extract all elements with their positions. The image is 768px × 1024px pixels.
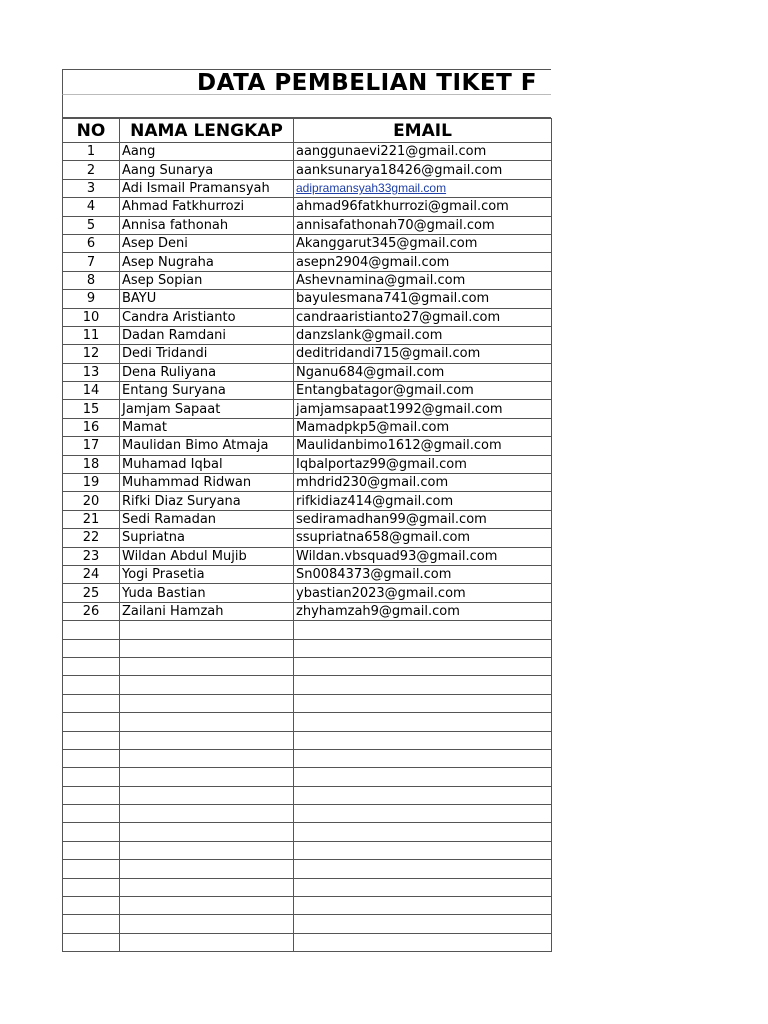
full-name-cell[interactable]: Asep Nugraha [120, 253, 294, 271]
empty-row [63, 676, 552, 694]
full-name-cell[interactable]: Aang [120, 143, 294, 161]
table-row [63, 198, 552, 216]
header-row [63, 119, 552, 143]
table-row [63, 308, 552, 326]
empty-cell[interactable] [63, 897, 120, 915]
empty-cell[interactable] [120, 878, 294, 896]
empty-row [63, 731, 552, 749]
row-number[interactable]: 2 [63, 161, 120, 179]
row-number[interactable]: 23 [63, 547, 120, 565]
empty-row [63, 933, 552, 951]
full-name-cell[interactable]: Asep Sopian [120, 271, 294, 289]
empty-cell[interactable] [63, 860, 120, 878]
table-row [63, 326, 552, 344]
empty-cell[interactable] [120, 639, 294, 657]
table-row [63, 492, 552, 510]
full-name-cell[interactable]: Aang Sunarya [120, 161, 294, 179]
email-cell[interactable]: candraaristianto27@gmail.com [294, 308, 552, 326]
full-name-cell[interactable]: BAYU [120, 290, 294, 308]
full-name-cell[interactable]: Annisa fathonah [120, 216, 294, 234]
email-cell[interactable]: Nganu684@gmail.com [294, 363, 552, 381]
email-cell[interactable]: sediramadhan99@gmail.com [294, 510, 552, 528]
title-row [62, 69, 551, 95]
row-number[interactable]: 17 [63, 437, 120, 455]
empty-cell[interactable] [294, 933, 552, 951]
row-number[interactable]: 4 [63, 198, 120, 216]
row-number[interactable]: 13 [63, 363, 120, 381]
empty-row [63, 915, 552, 933]
empty-cell[interactable] [120, 731, 294, 749]
empty-cell[interactable] [63, 639, 120, 657]
empty-row [63, 805, 552, 823]
full-name-cell[interactable]: Muhammad Ridwan [120, 474, 294, 492]
full-name-cell[interactable]: Ahmad Fatkhurrozi [120, 198, 294, 216]
email-cell[interactable]: mhdrid230@gmail.com [294, 474, 552, 492]
row-number[interactable]: 25 [63, 584, 120, 602]
table-row [63, 216, 552, 234]
full-name-cell[interactable]: Candra Aristianto [120, 308, 294, 326]
row-number[interactable]: 10 [63, 308, 120, 326]
empty-row [63, 897, 552, 915]
empty-cell[interactable] [294, 841, 552, 859]
empty-cell[interactable] [120, 841, 294, 859]
empty-cell[interactable] [120, 768, 294, 786]
sheet-title: DATA PEMBELIAN TIKET F [197, 70, 537, 95]
table-row [63, 161, 552, 179]
empty-cell[interactable] [63, 713, 120, 731]
row-number[interactable]: 11 [63, 326, 120, 344]
empty-cell[interactable] [294, 694, 552, 712]
empty-cell[interactable] [120, 676, 294, 694]
empty-cell[interactable] [120, 915, 294, 933]
empty-cell[interactable] [294, 805, 552, 823]
table-row [63, 253, 552, 271]
email-cell[interactable]: ahmad96fatkhurrozi@gmail.com [294, 198, 552, 216]
row-number[interactable]: 15 [63, 400, 120, 418]
full-name-cell[interactable]: Entang Suryana [120, 382, 294, 400]
empty-cell[interactable] [294, 860, 552, 878]
email-cell[interactable]: Entangbatagor@gmail.com [294, 382, 552, 400]
row-number[interactable]: 9 [63, 290, 120, 308]
row-number[interactable]: 24 [63, 565, 120, 583]
full-name-cell[interactable]: Dena Ruliyana [120, 363, 294, 381]
table-row [63, 179, 552, 197]
email-cell[interactable]: annisafathonah70@gmail.com [294, 216, 552, 234]
row-number[interactable]: 16 [63, 418, 120, 436]
empty-cell[interactable] [63, 841, 120, 859]
empty-cell[interactable] [294, 713, 552, 731]
row-number[interactable]: 8 [63, 271, 120, 289]
table-row [63, 271, 552, 289]
header-name: NAMA LENGKAP [120, 119, 294, 143]
empty-cell[interactable] [120, 694, 294, 712]
full-name-cell[interactable]: Wildan Abdul Mujib [120, 547, 294, 565]
empty-row [63, 768, 552, 786]
email-cell[interactable]: Maulidanbimo1612@gmail.com [294, 437, 552, 455]
empty-cell[interactable] [120, 897, 294, 915]
empty-cell[interactable] [63, 915, 120, 933]
email-cell[interactable]: Wildan.vbsquad93@gmail.com [294, 547, 552, 565]
empty-cell[interactable] [63, 805, 120, 823]
empty-row [63, 694, 552, 712]
empty-cell[interactable] [294, 897, 552, 915]
empty-cell[interactable] [63, 786, 120, 804]
table-row [63, 474, 552, 492]
empty-cell[interactable] [294, 823, 552, 841]
email-cell[interactable]: Ashevnamina@gmail.com [294, 271, 552, 289]
empty-cell[interactable] [120, 805, 294, 823]
table-row [63, 437, 552, 455]
full-name-cell[interactable]: Dedi Tridandi [120, 345, 294, 363]
header-email: EMAIL [294, 119, 552, 143]
table-row [63, 602, 552, 620]
email-cell[interactable]: deditridandi715@gmail.com [294, 345, 552, 363]
empty-cell[interactable] [294, 915, 552, 933]
empty-row [63, 841, 552, 859]
row-number[interactable]: 20 [63, 492, 120, 510]
empty-cell[interactable] [294, 878, 552, 896]
table-row [63, 510, 552, 528]
full-name-cell[interactable]: Yogi Prasetia [120, 565, 294, 583]
row-number[interactable]: 14 [63, 382, 120, 400]
empty-cell[interactable] [120, 786, 294, 804]
empty-row [63, 860, 552, 878]
empty-cell[interactable] [120, 713, 294, 731]
table-body [63, 143, 552, 952]
empty-row [63, 639, 552, 657]
empty-cell[interactable] [63, 768, 120, 786]
table-row [63, 345, 552, 363]
table-row [63, 290, 552, 308]
empty-cell[interactable] [63, 621, 120, 639]
row-number[interactable]: 6 [63, 234, 120, 252]
empty-row [63, 657, 552, 675]
table-row [63, 400, 552, 418]
empty-cell[interactable] [294, 786, 552, 804]
empty-cell[interactable] [120, 621, 294, 639]
table-row [63, 529, 552, 547]
email-cell[interactable]: danzslank@gmail.com [294, 326, 552, 344]
empty-row [63, 713, 552, 731]
row-number[interactable]: 1 [63, 143, 120, 161]
empty-cell[interactable] [63, 731, 120, 749]
empty-cell[interactable] [63, 823, 120, 841]
full-name-cell[interactable]: Zailani Hamzah [120, 602, 294, 620]
empty-cell[interactable] [63, 694, 120, 712]
email-cell[interactable]: zhyhamzah9@gmail.com [294, 602, 552, 620]
empty-row [63, 749, 552, 767]
blank-row [62, 95, 551, 118]
data-table [62, 118, 552, 952]
table-row [63, 234, 552, 252]
full-name-cell[interactable]: Sedi Ramadan [120, 510, 294, 528]
full-name-cell[interactable]: Yuda Bastian [120, 584, 294, 602]
table-row [63, 418, 552, 436]
email-cell[interactable]: aanksunarya18426@gmail.com [294, 161, 552, 179]
email-cell[interactable]: rifkidiaz414@gmail.com [294, 492, 552, 510]
empty-cell[interactable] [294, 621, 552, 639]
row-number[interactable]: 22 [63, 529, 120, 547]
empty-row [63, 621, 552, 639]
full-name-cell[interactable]: Jamjam Sapaat [120, 400, 294, 418]
email-cell[interactable]: aanggunaevi221@gmail.com [294, 143, 552, 161]
empty-cell[interactable] [294, 639, 552, 657]
empty-cell[interactable] [63, 878, 120, 896]
empty-cell[interactable] [63, 657, 120, 675]
empty-cell[interactable] [294, 731, 552, 749]
email-link-cell[interactable]: adipramansyah33gmail.com [294, 179, 552, 197]
full-name-cell[interactable]: Adi Ismail Pramansyah [120, 179, 294, 197]
table-row [63, 584, 552, 602]
empty-cell[interactable] [63, 749, 120, 767]
empty-cell[interactable] [120, 657, 294, 675]
email-cell[interactable]: Iqbalportaz99@gmail.com [294, 455, 552, 473]
full-name-cell[interactable]: Muhamad Iqbal [120, 455, 294, 473]
row-number[interactable]: 21 [63, 510, 120, 528]
row-number[interactable]: 18 [63, 455, 120, 473]
table-row [63, 143, 552, 161]
row-number[interactable]: 5 [63, 216, 120, 234]
full-name-cell[interactable]: Mamat [120, 418, 294, 436]
empty-cell[interactable] [294, 749, 552, 767]
empty-cell[interactable] [294, 676, 552, 694]
row-number[interactable]: 26 [63, 602, 120, 620]
email-cell[interactable]: ybastian2023@gmail.com [294, 584, 552, 602]
email-cell[interactable]: Sn0084373@gmail.com [294, 565, 552, 583]
header-no: NO [63, 119, 120, 143]
row-number[interactable]: 3 [63, 179, 120, 197]
email-cell[interactable]: jamjamsapaat1992@gmail.com [294, 400, 552, 418]
email-cell[interactable]: bayulesmana741@gmail.com [294, 290, 552, 308]
email-cell[interactable]: ssupriatna658@gmail.com [294, 529, 552, 547]
email-cell[interactable]: Akanggarut345@gmail.com [294, 234, 552, 252]
full-name-cell[interactable]: Maulidan Bimo Atmaja [120, 437, 294, 455]
empty-cell[interactable] [120, 749, 294, 767]
empty-cell[interactable] [63, 933, 120, 951]
empty-row [63, 786, 552, 804]
full-name-cell[interactable]: Supriatna [120, 529, 294, 547]
empty-cell[interactable] [294, 657, 552, 675]
table-row [63, 565, 552, 583]
spreadsheet [62, 69, 551, 952]
row-number[interactable]: 7 [63, 253, 120, 271]
table-row [63, 382, 552, 400]
email-cell[interactable]: asepn2904@gmail.com [294, 253, 552, 271]
table-row [63, 455, 552, 473]
email-cell[interactable]: Mamadpkp5@mail.com [294, 418, 552, 436]
empty-cell[interactable] [294, 768, 552, 786]
table-row [63, 547, 552, 565]
full-name-cell[interactable]: Rifki Diaz Suryana [120, 492, 294, 510]
full-name-cell[interactable]: Asep Deni [120, 234, 294, 252]
empty-row [63, 878, 552, 896]
empty-cell[interactable] [63, 676, 120, 694]
full-name-cell[interactable]: Dadan Ramdani [120, 326, 294, 344]
empty-cell[interactable] [120, 860, 294, 878]
row-number[interactable]: 19 [63, 474, 120, 492]
empty-cell[interactable] [120, 933, 294, 951]
empty-row [63, 823, 552, 841]
table-row [63, 363, 552, 381]
row-number[interactable]: 12 [63, 345, 120, 363]
empty-cell[interactable] [120, 823, 294, 841]
